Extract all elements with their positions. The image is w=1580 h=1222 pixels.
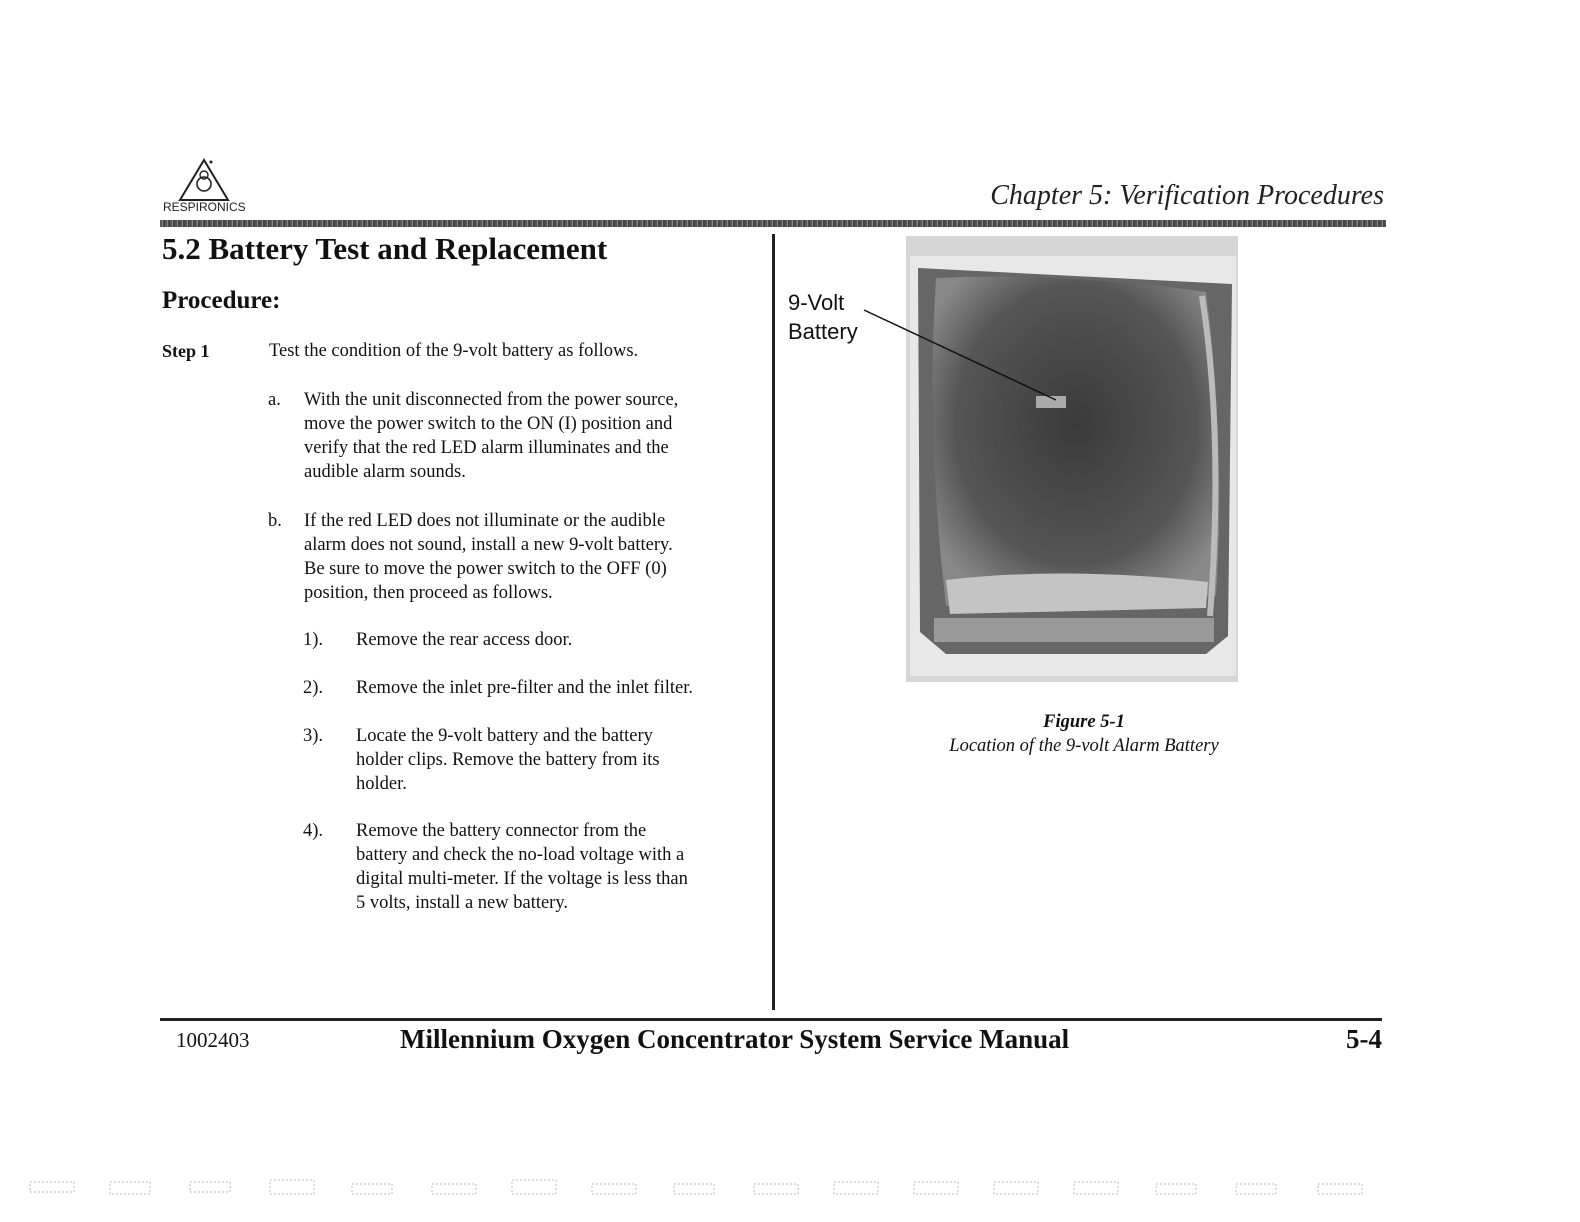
column-divider bbox=[772, 234, 775, 1010]
subitem-marker: 4). bbox=[303, 821, 324, 841]
manual-title: Millennium Oxygen Concentrator System Service Manual bbox=[400, 1024, 1070, 1054]
text-line: digital multi-meter. If the voltage is less than bbox=[356, 869, 688, 889]
item-a-text bbox=[304, 388, 678, 484]
figure-caption bbox=[884, 710, 1284, 758]
text-line: 5 volts, install a new battery. bbox=[356, 893, 569, 913]
subitem-marker: 2). bbox=[303, 678, 324, 698]
document-number: 1002403 bbox=[176, 1028, 250, 1052]
text-line: verify that the red LED alarm illuminates and the bbox=[304, 438, 669, 458]
text-line: alarm does not sound, install a new 9-volt battery. bbox=[304, 535, 673, 555]
callout-line-1: 9-Volt bbox=[788, 290, 845, 315]
text-line: position, then proceed as follows. bbox=[304, 583, 553, 603]
respironics-logo bbox=[160, 158, 270, 218]
text-line: With the unit disconnected from the power source, bbox=[304, 390, 679, 410]
text-line: Be sure to move the power switch to the OFF (0) bbox=[304, 559, 667, 579]
text-line: move the power switch to the ON (I) position and bbox=[304, 414, 673, 434]
subitem-text bbox=[356, 724, 660, 796]
text-line: audible alarm sounds. bbox=[304, 462, 466, 482]
subitem-marker: 3). bbox=[303, 726, 324, 746]
subitem-marker: 1). bbox=[303, 630, 324, 650]
text-line: Remove the battery connector from the bbox=[356, 821, 647, 841]
section-title: 5.2 Battery Test and Replacement bbox=[162, 231, 608, 266]
text-line: Remove the inlet pre-filter and the inlet filter. bbox=[356, 678, 693, 698]
text-line: Remove the rear access door. bbox=[356, 630, 573, 650]
respironics-logo-icon bbox=[178, 158, 230, 202]
item-marker: b. bbox=[268, 511, 282, 531]
text-line: holder clips. Remove the battery from its bbox=[356, 750, 660, 770]
item-marker: a. bbox=[268, 390, 281, 410]
subitem-text bbox=[356, 819, 688, 915]
procedure-heading: Procedure: bbox=[162, 287, 281, 314]
figure-number: Figure 5-1 bbox=[1043, 712, 1125, 732]
subitem-text bbox=[356, 676, 693, 700]
item-b-text bbox=[304, 509, 673, 605]
chapter-title: Chapter 5: Verification Procedures bbox=[990, 180, 1384, 211]
text-line: Locate the 9-volt battery and the battery bbox=[356, 726, 653, 746]
header-rule bbox=[160, 220, 1386, 227]
logo-text: RESPIRONICS bbox=[163, 200, 246, 214]
footer-rule bbox=[160, 1018, 1382, 1021]
text-line: If the red LED does not illuminate or the audible bbox=[304, 511, 666, 531]
callout-line-2: Battery bbox=[788, 319, 858, 344]
battery-callout bbox=[788, 288, 858, 346]
page-number: 5-4 bbox=[1346, 1024, 1382, 1054]
step-text: Test the condition of the 9-volt battery as follows. bbox=[269, 341, 639, 361]
subitem-text bbox=[356, 628, 572, 652]
text-line: holder. bbox=[356, 774, 407, 794]
text-line: battery and check the no-load voltage with a bbox=[356, 845, 685, 865]
scan-artifact-marks bbox=[28, 1176, 1388, 1200]
figure-caption-text: Location of the 9-volt Alarm Battery bbox=[949, 736, 1219, 756]
step-label: Step 1 bbox=[162, 341, 210, 361]
